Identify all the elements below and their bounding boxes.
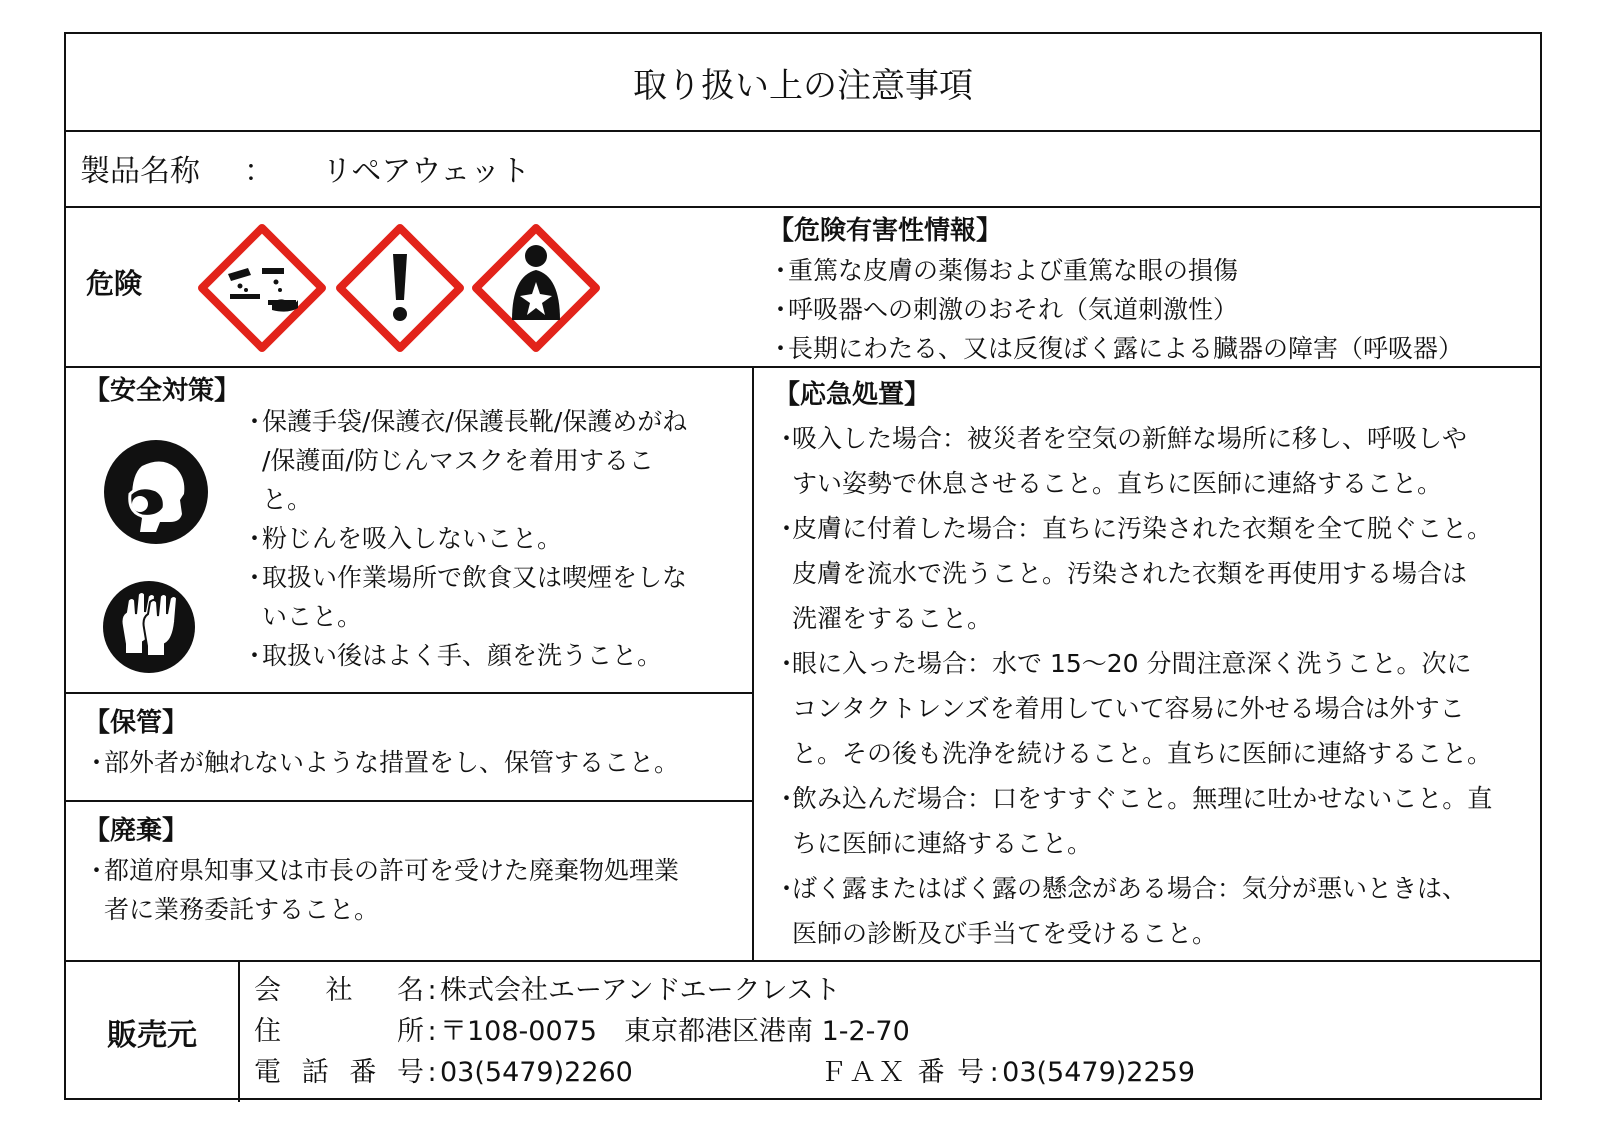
list-item: ・ 保護手袋/保護衣/保護長靴/保護めがね /保護面/防じんマスクを着用するこ と。 bbox=[242, 407, 688, 514]
health-hazard-icon bbox=[472, 224, 600, 352]
list-item: ・ 長期にわたる、又は反復ばく露による臓器の障害（呼吸器） bbox=[768, 334, 1464, 363]
company-row: 会 社 名 : 株式会社エーアンドエークレスト bbox=[254, 970, 1195, 1011]
list-item: ・ ばく露またはばく露の懸念がある場合：気分が悪いときは、 医師の診断及び手当てを受けること。 bbox=[774, 874, 1468, 948]
first-aid-section bbox=[754, 366, 1542, 960]
address-row: 住 所 : 〒108-0075 東京都港区港南 1-2-70 bbox=[254, 1011, 1195, 1052]
first-aid-heading: 【応急処置】 bbox=[774, 380, 931, 410]
page-title: 取り扱い上の注意事項 bbox=[66, 34, 1540, 132]
phone-value: 03(5479)2260 bbox=[440, 1057, 633, 1088]
corrosion-icon bbox=[198, 224, 326, 352]
product-name-row bbox=[66, 130, 1540, 208]
list-item: ・ 部外者が触れないような措置をし、保管すること。 bbox=[84, 748, 680, 777]
product-colon: ： bbox=[244, 154, 274, 189]
storage-heading: 【保管】 bbox=[84, 708, 189, 738]
disposal-heading: 【廃棄】 bbox=[84, 816, 189, 846]
protective-gloves-icon bbox=[100, 578, 198, 676]
fax-label: ＦＡＸ 番 号 bbox=[820, 1057, 987, 1088]
precaution-sheet bbox=[64, 32, 1542, 1100]
disposal-section bbox=[66, 800, 752, 960]
list-item: ・ 重篤な皮膚の薬傷および重篤な眼の損傷 bbox=[768, 256, 1239, 285]
seller-label: 販売元 bbox=[66, 962, 240, 1102]
list-item: ・ 吸入した場合：被災者を空気の新鮮な場所に移し、呼吸しや すい姿勢で休息させること。直ちに医師に連絡すること。 bbox=[774, 424, 1468, 498]
list-item: ・ 取扱い後はよく手、顔を洗うこと。 bbox=[242, 641, 663, 670]
safety-heading: 【安全対策】 bbox=[84, 376, 241, 406]
list-item: ・ 取扱い作業場所で飲食又は喫煙をしな いこと。 bbox=[242, 563, 688, 631]
hazard-info-heading: 【危険有害性情報】 bbox=[768, 216, 1003, 246]
product-label: 製品名称 bbox=[80, 154, 200, 189]
phone-row: 電 話 番 号 : 03(5479)2260 ＦＡＸ 番 号 : 03(5479)2259 bbox=[254, 1052, 1195, 1093]
list-item: ・ 粉じんを吸入しないこと。 bbox=[242, 524, 563, 553]
list-item: ・ 都道府県知事又は市長の許可を受けた廃棄物処理業 者に業務委託すること。 bbox=[84, 856, 680, 924]
hazard-info bbox=[768, 212, 1463, 368]
safety-list bbox=[242, 402, 742, 675]
company-name: 株式会社エーアンドエークレスト bbox=[440, 975, 841, 1006]
seller-section bbox=[66, 960, 1540, 1102]
list-item: ・ 皮膚に付着した場合：直ちに汚染された衣類を全て脱ぐこと。 皮膚を流水で洗うこと。汚染された衣類を再使用する場合は 洗濯をすること。 bbox=[774, 514, 1493, 633]
signal-word: 危険 bbox=[86, 267, 143, 300]
address-value: 〒108-0075 東京都港区港南 1-2-70 bbox=[440, 1016, 910, 1047]
list-item: ・ 呼吸器への刺激のおそれ（気道刺激性） bbox=[768, 295, 1239, 324]
exclamation-mark-icon bbox=[336, 224, 464, 352]
seller-info bbox=[254, 970, 1195, 1093]
list-item: ・ 飲み込んだ場合：口をすすぐこと。無理に吐かせないこと。直 ちに医師に連絡すること。 bbox=[774, 784, 1493, 858]
storage-section bbox=[66, 692, 752, 802]
fax-value: 03(5479)2259 bbox=[1002, 1057, 1196, 1088]
safety-section bbox=[66, 366, 752, 694]
respirator-mask-icon bbox=[100, 436, 212, 548]
product-name: リペアウェット bbox=[322, 154, 531, 189]
hazard-row bbox=[66, 208, 1540, 368]
list-item: ・ 眼に入った場合：水で 15～20 分間注意深く洗うこと。次に コンタクトレンズを着用していて容易に外せる場合は外すこ と。その後も洗浄を続けること。直ちに医師に連絡すること。 bbox=[774, 649, 1493, 768]
